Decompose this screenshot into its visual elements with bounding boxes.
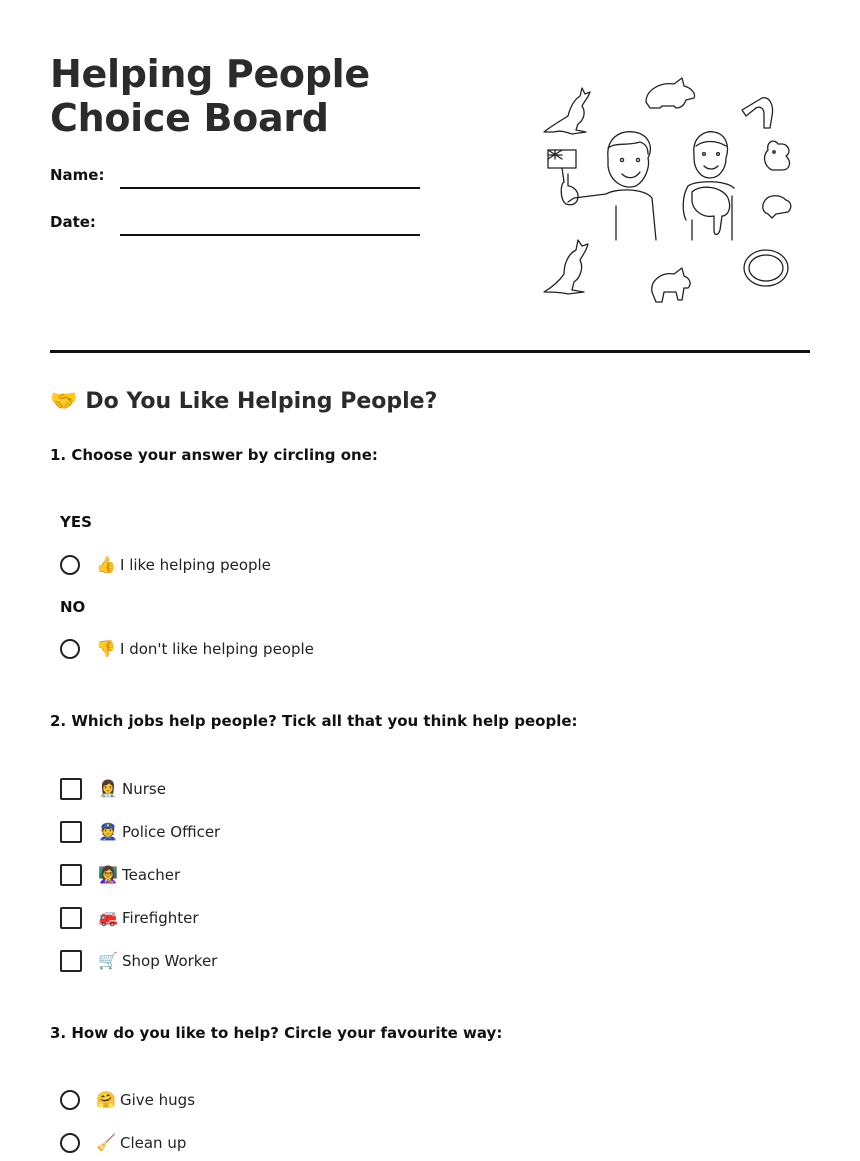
wombat-icon [646,78,695,108]
shop-worker-text: Shop Worker [122,952,218,970]
date-label: Date: [50,213,96,231]
thumbs-up-icon: 👍 [96,555,116,574]
clean-up-radio[interactable] [60,1133,80,1153]
nurse-checkbox[interactable] [60,778,82,800]
yes-option-text: I like helping people [120,556,271,574]
nurse-text: Nurse [122,780,166,798]
no-option[interactable] [60,636,314,662]
helping-people-illustration [536,66,796,316]
police-officer-text: Police Officer [122,823,221,841]
shopping-cart-icon: 🛒 [98,951,118,970]
police-officer-checkbox[interactable] [60,821,82,843]
kangaroo-icon-2 [544,240,588,294]
yes-option[interactable] [60,552,271,578]
page-title: Helping People Choice Board [50,52,370,140]
header-divider [50,350,810,353]
yes-radio[interactable] [60,555,80,575]
question-2: 2. Which jobs help people? Tick all that you think help people: [50,712,578,730]
ring-icon [744,250,788,286]
shop-worker-checkbox[interactable] [60,950,82,972]
job-option-firefighter[interactable] [60,905,199,931]
question-1: 1. Choose your answer by circling one: [50,446,378,464]
teacher-text: Teacher [122,866,181,884]
kangaroo-icon [544,88,590,134]
no-option-text: I don't like helping people [120,640,314,658]
police-officer-icon: 👮 [98,822,118,841]
job-option-shop-worker[interactable] [60,948,217,974]
teacher-icon: 👩‍🏫 [98,865,118,884]
nurse-icon: 👩‍⚕️ [98,779,118,798]
no-label: NO [60,598,86,616]
yes-label: YES [60,513,92,531]
flag-icon [548,150,576,182]
hugs-radio[interactable] [60,1090,80,1110]
wombat-icon-2 [652,268,690,302]
job-option-nurse[interactable] [60,776,166,802]
boomerang-icon [742,98,773,128]
boy-thumbs-down-icon [683,132,734,240]
firefighter-checkbox[interactable] [60,907,82,929]
broom-icon: 🧹 [96,1133,116,1152]
hugs-text: Give hugs [120,1091,196,1109]
name-label: Name: [50,166,105,184]
section-title-text: Do You Like Helping People? [85,389,438,414]
job-option-police-officer[interactable] [60,819,220,845]
date-line[interactable] [120,234,420,236]
possum-icon [763,196,791,218]
handshake-icon: 🤝 [50,389,78,414]
question-3: 3. How do you like to help? Circle your favourite way: [50,1024,503,1042]
job-option-teacher[interactable] [60,862,180,888]
firefighter-text: Firefighter [122,909,199,927]
clean-up-text: Clean up [120,1134,187,1152]
hugging-face-icon: 🤗 [96,1090,116,1109]
help-option-hugs[interactable] [60,1087,195,1113]
koala-icon [765,141,790,170]
boy-thumbs-up-icon [561,132,656,240]
section-title [50,389,437,414]
no-radio[interactable] [60,639,80,659]
help-option-clean-up[interactable] [60,1130,186,1156]
fire-engine-icon: 🚒 [98,908,118,927]
name-line[interactable] [120,187,420,189]
teacher-checkbox[interactable] [60,864,82,886]
thumbs-down-icon: 👎 [96,639,116,658]
